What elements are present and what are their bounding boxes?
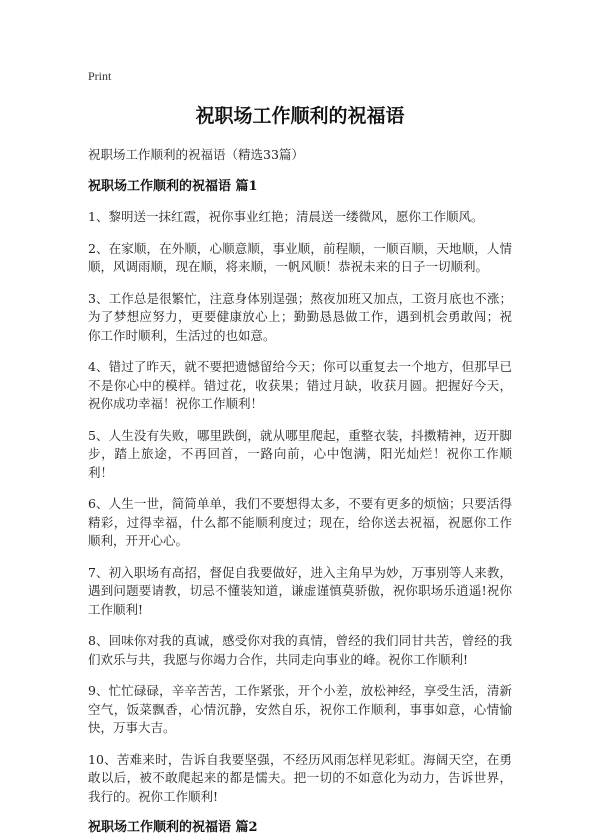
paragraph-8: 8、回味你对我的真诚，感受你对我的真情，曾经的我们同甘共苦，曾经的我们欢乐与共，我愿与你竭力合作，共同走向事业的峰。祝你工作顺利! [88,633,512,667]
paragraph-5: 5、人生没有失败，哪里跌倒，就从哪里爬起，重整衣装，抖擞精神，迈开脚步，踏上旅途，不再回首，一路向前，心中饱满，阳光灿烂！祝你工作顺利！ [88,427,512,480]
paragraph-6: 6、人生一世，简简单单，我们不要想得太多，不要有更多的烦恼；只要活得精彩，过得幸福，什么都不能顺利度过；现在，给你送去祝福，祝愿你工作顺利，开开心心。 [88,496,512,548]
paragraph-10: 10、苦难来时，告诉自我要坚强，不经历风雨怎样见彩虹。海阔天空，在勇敢以后，被不敢爬起来的都是懦夫。把一切的不如意化为动力，告诉世界，我行的。祝你工作顺利! [88,751,512,804]
paragraph-7: 7、初入职场有高招，督促自我要做好，进入主角早为妙，万事别等人来教，遇到问题要请教，切忌不懂装知道，谦虚谨慎莫骄傲，祝你职场乐逍遥!祝你工作顺利! [88,564,512,617]
document-subtitle: 祝职场工作顺利的祝福语（精选33篇） [88,147,304,162]
section-heading-2: 祝职场工作顺利的祝福语 篇2 [88,820,258,835]
paragraph-3: 3、工作总是很繁忙，注意身体别逞强；熬夜加班又加点，工资月底也不涨；为了梦想应努力，更要健康放心上；勤勤恳恳做工作，遇到机会勇敢闯；祝你工作时顺利，生活过的也如意。 [88,290,512,343]
document-title: 祝职场工作顺利的祝福语 [195,105,405,127]
section-heading-1: 祝职场工作顺利的祝福语 篇1 [88,179,258,194]
paragraph-2: 2、在家顺，在外顺，心顺意顺，事业顺，前程顺，一顺百顺，天地顺，人情顺，风调雨顺，现在顺，将来顺，一帆风顺！恭祝未来的日子一切顺利。 [88,240,512,274]
paragraph-4: 4、错过了昨天，就不要把遗憾留给今天；你可以重复去一个地方，但那早已不是你心中的模样。错过花，收获果；错过月缺，收获月圆。把握好今天，祝你成功幸福！祝你工作顺利！ [88,359,512,411]
paragraph-1: 1、黎明送一抹红霞，祝你事业红艳；清晨送一缕微风，愿你工作顺风。 [88,209,484,224]
paragraph-9: 9、忙忙碌碌，辛辛苦苦，工作紧张，开个小差，放松神经，享受生活，清新空气，饭菜飘香，心情沉静，安然自乐，祝你工作顺利，事事如意，心情愉快，万事大吉。 [88,683,512,735]
print-label[interactable]: Print [88,69,112,83]
